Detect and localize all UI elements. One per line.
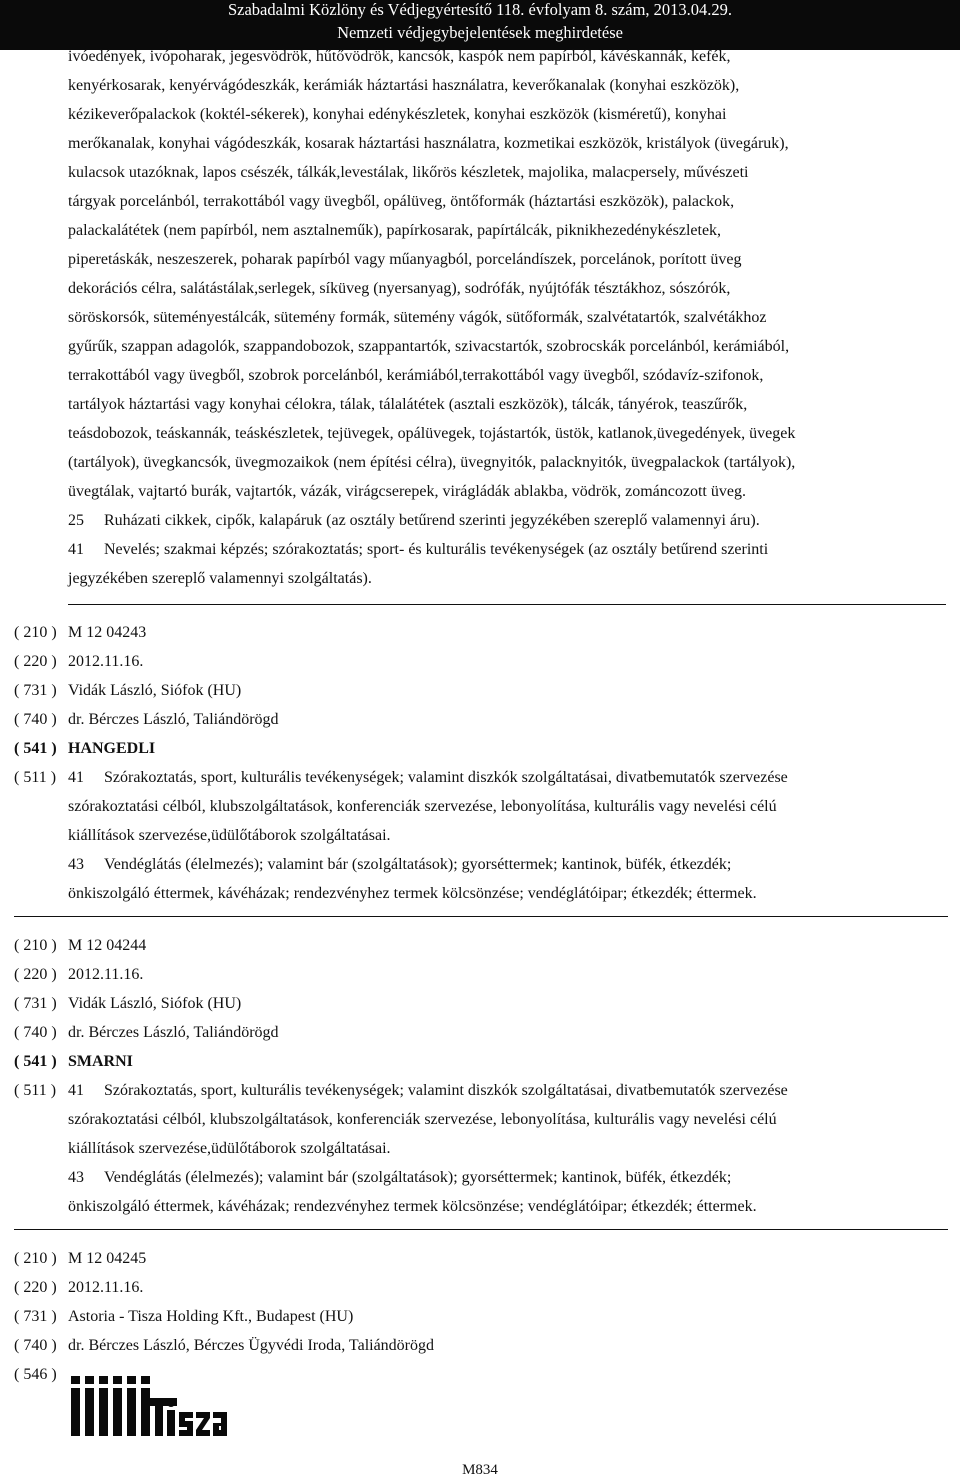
class-line xyxy=(68,506,948,535)
text-line: söröskorsók, süteményestálcák, sütemény formák, sütemény vágók, sütőformák, szalvétatartók, szalvétákhoz xyxy=(68,309,767,326)
class-line: jegyzékében szereplő valamennyi szolgáltatás). xyxy=(68,570,372,587)
goods-continuation: kiállítások szervezése,üdülőtáborok szolgáltatásai. xyxy=(68,1140,391,1157)
word-mark: ( 541 ) HANGEDLI xyxy=(14,740,156,757)
class-number: 25 xyxy=(68,512,84,529)
class-text: Nevelés; szakmai képzés; szórakoztatás; sport- és kulturális tevékenységek (az osztály betűrend szerinti xyxy=(104,541,769,558)
figurative-mark: ( 546 ) xyxy=(14,1360,950,1389)
goods-continuation: kiállítások szervezése,üdülőtáborok szolgáltatásai. xyxy=(68,827,391,844)
filing-date: ( 220 ) 2012.11.16. xyxy=(14,1279,144,1296)
applicant: ( 731 ) Astoria - Tisza Holding Kft., Budapest (HU) xyxy=(14,1308,354,1325)
text-line: kézikeverőpalackok (koktél-sékerek), konyhai edénykészletek, konyhai eszközök (kisméretű), konyhai xyxy=(68,106,727,123)
class-number: 41 xyxy=(68,541,84,558)
text-line: (tartályok), üvegkancsók, üvegmozaikok (nem építési célra), üvegnyitók, palacknyitók, üvegpalackok (tartályok), xyxy=(68,454,796,471)
text-line: üvegtálak, vajtartó burák, vajtartók, vázák, virágcserepek, virágládák ablakba, vödrök, zománcozott üveg. xyxy=(68,483,746,500)
text-line: tárgyak porcelánból, terrakottából vagy üvegből, opálüveg, öntőformák (háztartási eszközök), palackok, xyxy=(68,193,735,210)
goods-class-43: 43 Vendéglátás (élelmezés); valamint bár (szolgáltatások); gyorséttermek; kantinok, büfék, étkezdék; xyxy=(68,1169,732,1186)
text-line: terrakottából vagy üvegből, szobrok porcelánból, kerámiából,terrakottából vagy üvegből, szódavíz-szifonok, xyxy=(68,367,764,384)
class-line xyxy=(68,535,948,564)
goods-continuation: önkiszolgáló éttermek, kávéházak; rendezvényhez termek kölcsönzése; vendéglátóipar; étkezdék; éttermek. xyxy=(68,885,757,902)
page-number: M834 xyxy=(462,1462,498,1478)
application-number: ( 210 ) M 12 04245 xyxy=(14,1250,147,1267)
tisza-logo-graphic xyxy=(71,1376,233,1438)
section-title: Nemzeti védjegybejelentések meghirdetése xyxy=(337,23,623,42)
text-line: kenyérkosarak, kenyérvágódeszkák, kerámiák háztartási használatra, keverőkanalak (konyhai eszközök), xyxy=(68,77,740,94)
goods-class-41: ( 511 ) 41 Szórakoztatás, sport, kulturális tevékenységek; valamint diszkók szolgáltatásai, divatbemutatók szervezése xyxy=(14,769,788,786)
class-text: Ruházati cikkek, cipők, kalapáruk (az osztály betűrend szerinti jegyzékében szereplő valamennyi áru). xyxy=(104,512,760,529)
applicant: ( 731 ) Vidák László, Siófok (HU) xyxy=(14,682,242,699)
text-line: palackalátétek (nem papírból, nem asztalneműk), papírkosarak, papírtálcák, piknikhezedénykészletek, xyxy=(68,222,722,239)
text-line: merőkanalak, konyhai vágódeszkák, kosarak háztartási használatra, kozmetikai eszközök, kristályok (üvegáruk), xyxy=(68,135,789,152)
continued-goods-list xyxy=(68,42,948,593)
applicant: ( 731 ) Vidák László, Siófok (HU) xyxy=(14,995,242,1012)
representative: ( 740 ) dr. Bérczes László, Taliándörögd xyxy=(14,711,279,728)
text-line: dekorációs célra, salátástálak,serlegek, síküveg (nyersanyag), sodrófák, nyújtófák tésztákhoz, sószórók, xyxy=(68,280,731,297)
goods-class-43: 43 Vendéglátás (élelmezés); valamint bár (szolgáltatások); gyorséttermek; kantinok, büfék, étkezdék; xyxy=(68,856,732,873)
tisza-logo xyxy=(71,1376,233,1438)
separator-rule xyxy=(68,604,946,605)
filing-date: ( 220 ) 2012.11.16. xyxy=(14,653,144,670)
representative: ( 740 ) dr. Bérczes László, Bérczes Ügyvédi Iroda, Taliándörögd xyxy=(14,1337,435,1354)
separator-rule xyxy=(14,1229,948,1230)
word-mark: ( 541 ) SMARNI xyxy=(14,1053,133,1070)
text-line: teásdobozok, teáskannák, teáskészletek, tejüvegek, opálüvegek, tojástartók, üstök, katlanok,üvegedények, üvegek xyxy=(68,425,796,442)
text-line: ivóedények, ivópoharak, jegesvödrök, hűtővödrök, kancsók, kaspók nem papírból, kávéskannák, kefék, xyxy=(68,48,731,65)
application-number: ( 210 ) M 12 04244 xyxy=(14,937,147,954)
text-line: kulacsok utazóknak, lapos csészék, tálkák,levestálak, likőrös készletek, majolika, malacpersely, művészeti xyxy=(68,164,749,181)
text-line: gyűrűk, szappan adagolók, szappandobozok, szappantartók, szivacstartók, szobrocskák porcelánból, kerámiából, xyxy=(68,338,790,355)
goods-continuation: önkiszolgáló éttermek, kávéházak; rendezvényhez termek kölcsönzése; vendéglátóipar; étkezdék; éttermek. xyxy=(68,1198,757,1215)
journal-title: Szabadalmi Közlöny és Védjegyértesítő 118. évfolyam 8. szám, 2013.04.29. xyxy=(227,0,733,19)
text-line: tartályok háztartási vagy konyhai célokra, tálak, tálalátétek (asztali eszközök), tálcák, tányérok, teaszűrők, xyxy=(68,396,748,413)
goods-class-41: ( 511 ) 41 Szórakoztatás, sport, kulturális tevékenységek; valamint diszkók szolgáltatásai, divatbemutatók szervezése xyxy=(14,1082,788,1099)
trademark-entry xyxy=(14,931,950,1221)
goods-continuation: szórakoztatási célból, klubszolgáltatások, konferenciák szervezése, lebonyolítása, kulturális vagy nevelési célú xyxy=(68,798,777,815)
goods-continuation: szórakoztatási célból, klubszolgáltatások, konferenciák szervezése, lebonyolítása, kulturális vagy nevelési célú xyxy=(68,1111,777,1128)
representative: ( 740 ) dr. Bérczes László, Taliándörögd xyxy=(14,1024,279,1041)
trademark-entry xyxy=(14,618,950,908)
filing-date: ( 220 ) 2012.11.16. xyxy=(14,966,144,983)
trademark-entry xyxy=(14,1244,950,1389)
application-number: ( 210 ) M 12 04243 xyxy=(14,624,147,641)
text-line: piperetáskák, neszeszerek, poharak papírból vagy műanyagból, porcelándíszek, porcelánok, porított üveg xyxy=(68,251,742,268)
separator-rule xyxy=(14,916,948,917)
